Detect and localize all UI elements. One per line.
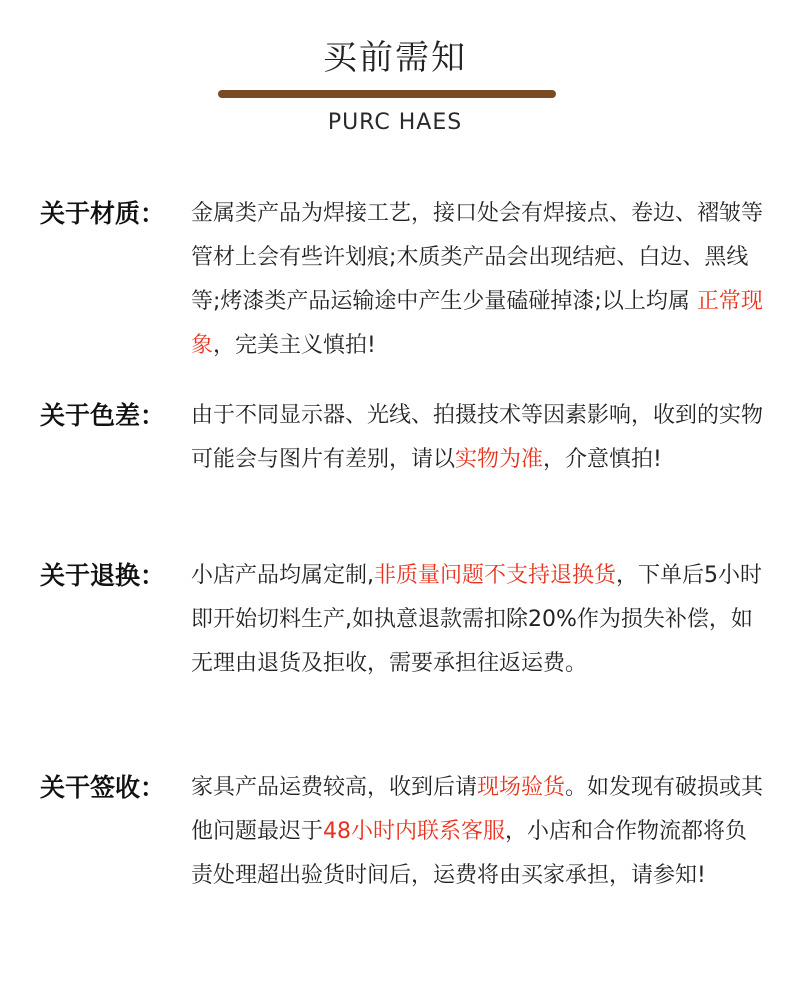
text-segment: 。如发现有破损或其他问题最迟于	[191, 775, 764, 844]
section-label: 关干签收：	[40, 773, 166, 802]
section-label: 关于退换：	[40, 561, 166, 590]
text-segment: 小店产品均属定制,	[191, 563, 374, 588]
text-segment: ，介意慎拍!	[543, 447, 662, 472]
highlight-text: 48小时内联系客服	[323, 819, 506, 844]
title-divider	[218, 90, 556, 98]
text-segment: ，小店和合作物流都将负责处理超出验货时间后，运费将由买家承担，请参知!	[191, 819, 748, 888]
highlight-text: 非质量问题不支持退换货	[374, 563, 617, 588]
section-text	[191, 766, 769, 898]
highlight-text: 实物为准	[455, 447, 544, 472]
section-text	[191, 394, 769, 482]
text-segment: 金属类产品为焊接工艺，接口处会有焊接点、卷边、褶皱等管材上会有些许划痕;木质类产品会出现结疤、白边、黑线等;烤漆类产品运输途中产生少量磕碰掉漆;以上均属	[191, 201, 764, 314]
highlight-text: 正常现象	[191, 289, 763, 358]
highlight-text: 现场验货	[477, 775, 566, 800]
page-subtitle: PURC HAES	[327, 110, 463, 135]
text-segment: ，下单后5小时即开始切料生产,如执意退款需扣除20%作为损失补偿，如无理由退货及拒收，需要承担往返运费。	[191, 563, 763, 676]
section-text	[191, 554, 769, 686]
section-label: 关于材质：	[40, 199, 166, 228]
page-title: 买前需知	[323, 38, 467, 78]
text-segment: 由于不同显示器、光线、拍摄技术等因素影响，收到的实物可能会与图片有差别，请以	[191, 403, 764, 472]
section-text	[191, 192, 769, 368]
text-segment: ，完美主义慎拍!	[213, 333, 376, 358]
text-segment: 家具产品运费较高，收到后请	[191, 775, 478, 800]
section-label: 关于色差：	[40, 401, 166, 430]
header	[0, 0, 790, 150]
